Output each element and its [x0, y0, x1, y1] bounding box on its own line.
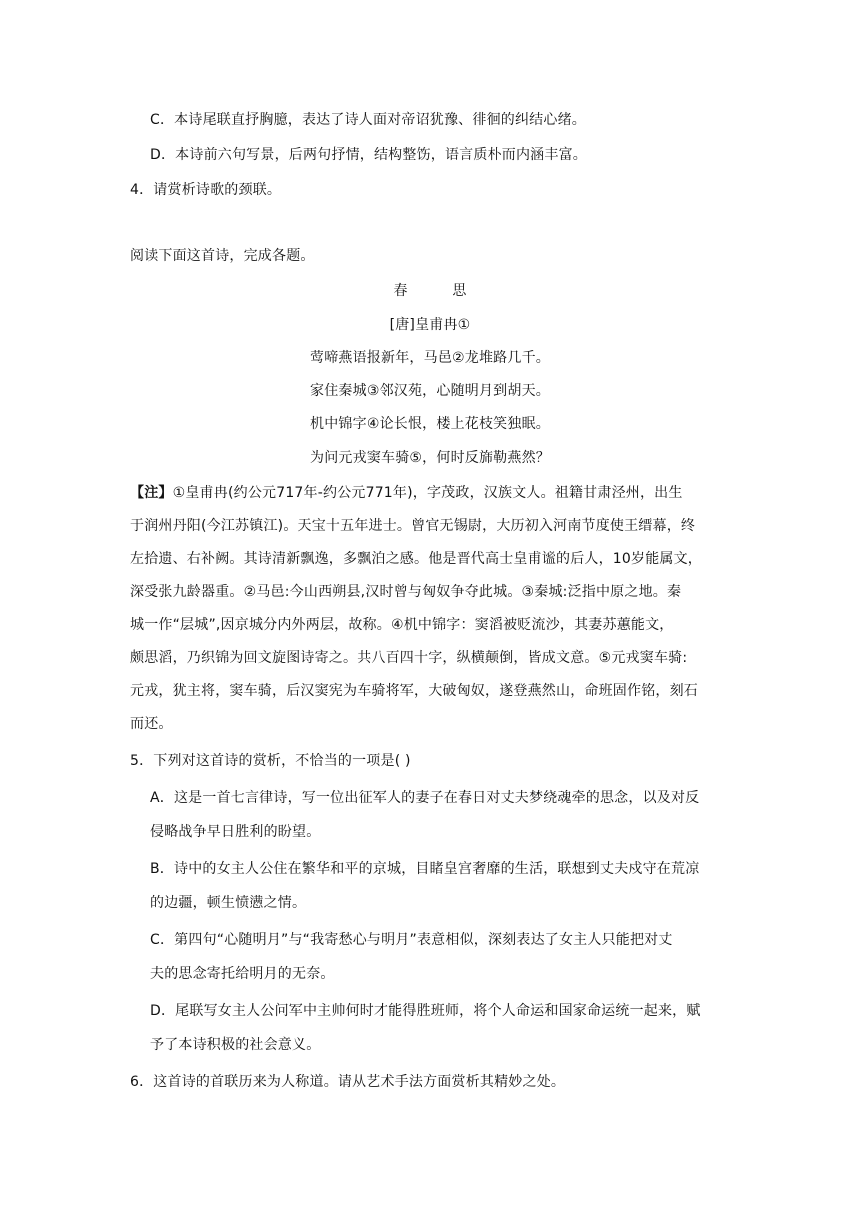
notes-line: 于润州丹阳(今江苏镇江)。天宝十五年进士。曾官无锡尉，大历初入河南节度使王缙幕，终	[130, 518, 696, 534]
notes-label: 【注】	[130, 485, 173, 501]
notes-line: 颇思滔，乃织锦为回文旋图诗寄之。共八百四十字，纵横颠倒，皆成文意。⑤元戎窦车骑:	[130, 650, 688, 666]
q3-option-d: D．本诗前六句写景，后两句抒情，结构整饬，语言质朴而内涵丰富。	[150, 147, 587, 163]
q5-option-b: B．诗中的女主人公住在繁华和平的京城，目睹皇宫奢靡的生活，联想到丈夫戍守在荒凉	[150, 861, 700, 877]
notes-line: 深受张九龄器重。②马邑:今山西朔县,汉时曾与匈奴争夺此城。③秦城:泛指中原之地。秦	[130, 584, 682, 600]
notes-line	[130, 483, 683, 503]
q5-option-b-cont: 的边疆，顿生愤懑之情。	[150, 895, 307, 911]
poem-title-char: 思	[452, 283, 467, 299]
q5-option-a: A．这是一首七言律诗，写一位出征军人的妻子在春日对丈夫梦绕魂牵的思念，以及对反	[150, 790, 700, 806]
notes-line: 而还。	[130, 716, 173, 732]
notes-text: ①皇甫冉(约公元717年-约公元771年)，字茂政，汉族文人。祖籍甘肃泾州，出生	[172, 485, 683, 501]
notes-line: 元戎，犹主将，窦车骑，后汉窦宪为车骑将军，大破匈奴，遂登燕然山，命班固作铭，刻石	[130, 683, 698, 699]
question-5-stem: 5．下列对这首诗的赏析，不恰当的一项是( )	[130, 753, 411, 769]
q5-option-c-cont: 夫的思念寄托给明月的无奈。	[150, 966, 335, 982]
q5-option-d: D．尾联写女主人公问军中主帅何时才能得胜班师，将个人命运和国家命运统一起来，赋	[150, 1003, 701, 1019]
notes-line: 城一作“层城”,因京城分内外两层，故称。④机中锦字：窦滔被贬流沙，其妻苏蕙能文，	[130, 617, 674, 633]
poem-line: 家住秦城③邻汉苑，心随明月到胡天。	[310, 383, 550, 399]
question-6: 6．这首诗的首联历来为人称道。请从艺术手法方面赏析其精妙之处。	[130, 1074, 566, 1090]
poem-line: 为问元戎窦车骑⑤，何时反旆勒燕然？	[310, 450, 550, 466]
poem-line: 机中锦字④论长恨，楼上花枝笑独眠。	[310, 416, 550, 432]
question-4: 4．请赏析诗歌的颈联。	[130, 182, 282, 198]
poem-line: 莺啼燕语报新年，马邑②龙堆路几千。	[310, 350, 550, 366]
poem-title	[0, 281, 860, 301]
reading-instruction: 阅读下面这首诗，完成各题。	[130, 248, 315, 264]
notes-line: 左拾遗、右补阙。其诗清新飘逸，多飘泊之感。他是晋代高士皇甫谧的后人，10岁能属文，	[130, 551, 703, 567]
q3-option-c: C．本诗尾联直抒胸臆，表达了诗人面对帝诏犹豫、徘徊的纠结心绪。	[150, 112, 586, 128]
q5-option-d-cont: 予了本诗积极的社会意义。	[150, 1037, 321, 1053]
q5-option-c: C．第四句“心随明月”与“我寄愁心与明月”表意相似，深刻表达了女主人只能把对丈	[150, 932, 673, 948]
poem-title-char: 春	[393, 283, 408, 299]
q5-option-a-cont: 侵略战争早日胜利的盼望。	[150, 824, 321, 840]
poem-author: [唐]皇甫冉①	[389, 317, 471, 333]
